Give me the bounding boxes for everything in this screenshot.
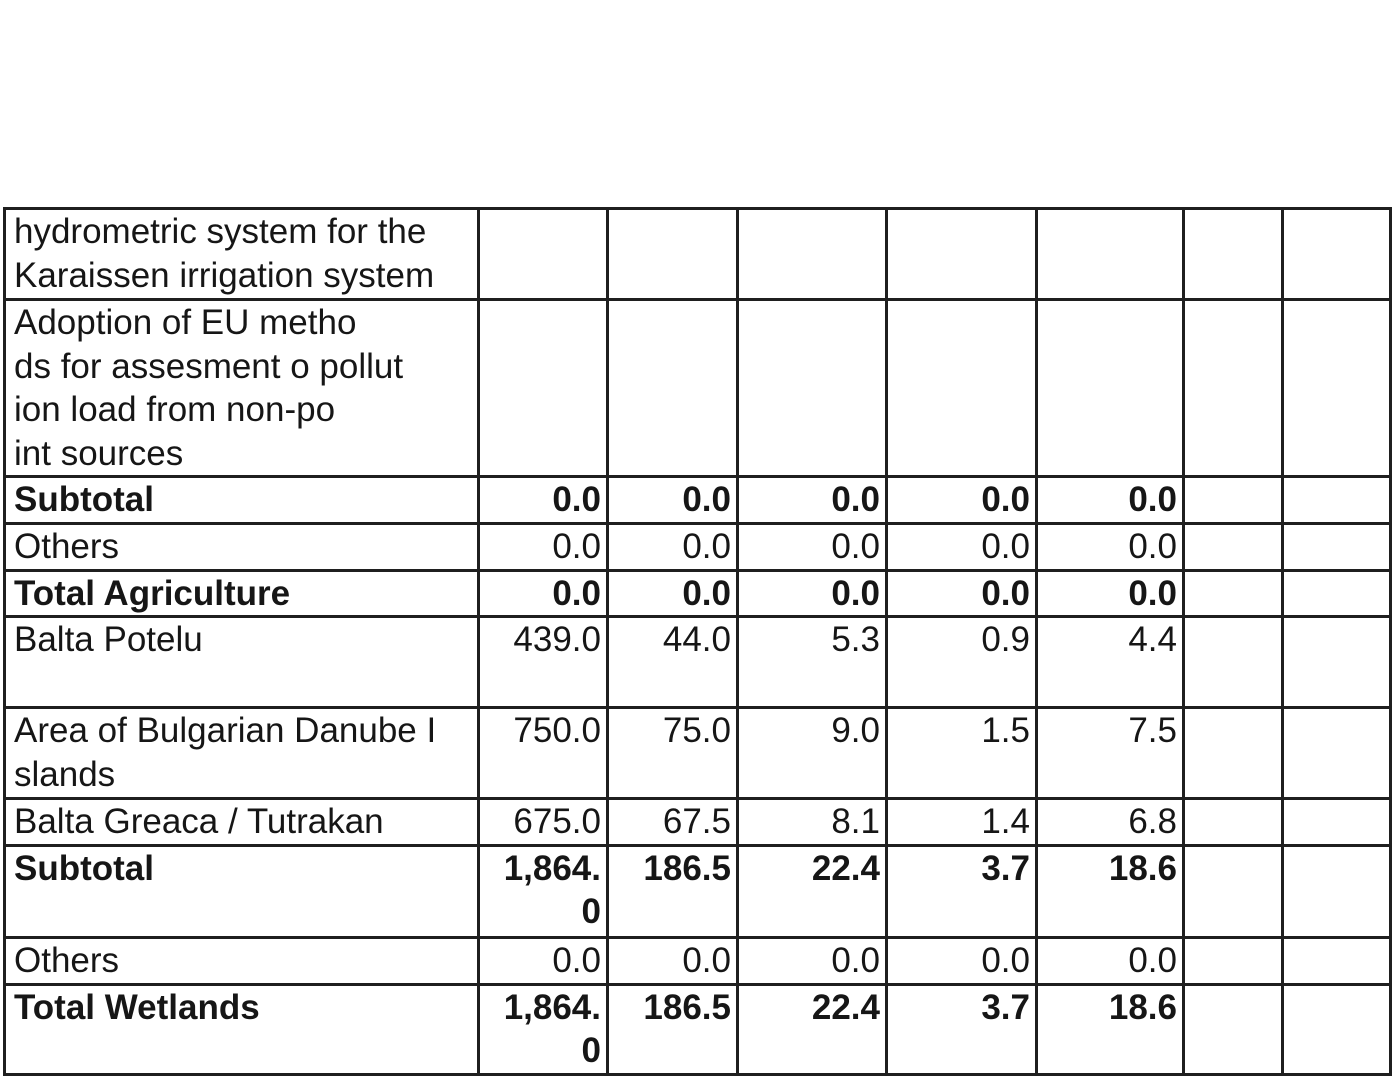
row-label: Balta Potelu [5, 617, 479, 708]
value-cell: 0.0 [1037, 523, 1184, 570]
value-cell: 44.0 [608, 617, 738, 708]
table-row [5, 617, 1391, 708]
value-cell: 0.0 [1037, 937, 1184, 984]
value-cell [479, 300, 608, 477]
value-cell: 186.5 [608, 984, 738, 1074]
value-cell: 0.0 [608, 523, 738, 570]
value-cell: 67.5 [608, 799, 738, 846]
table-row [5, 209, 1391, 300]
empty-cell [1283, 523, 1391, 570]
value-cell [887, 209, 1037, 300]
budget-table [3, 207, 1392, 1076]
empty-cell [1184, 477, 1283, 524]
empty-cell [1184, 523, 1283, 570]
value-cell: 0.0 [608, 477, 738, 524]
value-cell: 1,864. 0 [479, 984, 608, 1074]
value-cell: 0.0 [608, 937, 738, 984]
value-cell: 22.4 [738, 984, 887, 1074]
value-cell: 9.0 [738, 708, 887, 799]
value-cell [1037, 209, 1184, 300]
value-cell: 18.6 [1037, 984, 1184, 1074]
table-row [5, 984, 1391, 1074]
value-cell: 0.0 [608, 570, 738, 617]
value-cell: 0.0 [887, 477, 1037, 524]
value-cell: 0.0 [479, 477, 608, 524]
row-label: hydrometric system for the Karaissen irrigation system [5, 209, 479, 300]
empty-cell [1283, 209, 1391, 300]
value-cell: 0.0 [887, 523, 1037, 570]
empty-cell [1184, 937, 1283, 984]
empty-cell [1184, 799, 1283, 846]
row-label: Total Agriculture [5, 570, 479, 617]
empty-cell [1283, 799, 1391, 846]
row-label: Area of Bulgarian Danube I slands [5, 708, 479, 799]
empty-cell [1184, 708, 1283, 799]
value-cell: 1.4 [887, 799, 1037, 846]
empty-cell [1184, 300, 1283, 477]
empty-cell [1184, 845, 1283, 937]
empty-cell [1283, 477, 1391, 524]
value-cell [738, 209, 887, 300]
value-cell: 8.1 [738, 799, 887, 846]
value-cell: 0.0 [479, 523, 608, 570]
table-row [5, 477, 1391, 524]
value-cell: 0.0 [479, 570, 608, 617]
empty-cell [1184, 209, 1283, 300]
value-cell: 0.0 [738, 523, 887, 570]
table-row [5, 937, 1391, 984]
value-cell: 0.0 [738, 570, 887, 617]
value-cell [608, 300, 738, 477]
table-row [5, 523, 1391, 570]
value-cell: 18.6 [1037, 845, 1184, 937]
row-label: Others [5, 937, 479, 984]
empty-cell [1184, 984, 1283, 1074]
value-cell: 0.0 [738, 937, 887, 984]
value-cell: 22.4 [738, 845, 887, 937]
empty-cell [1283, 617, 1391, 708]
row-label: Subtotal [5, 477, 479, 524]
row-label: Total Wetlands [5, 984, 479, 1074]
row-label: Subtotal [5, 845, 479, 937]
value-cell: 0.0 [738, 477, 887, 524]
value-cell: 0.0 [887, 937, 1037, 984]
empty-cell [1184, 617, 1283, 708]
empty-cell [1283, 984, 1391, 1074]
value-cell: 75.0 [608, 708, 738, 799]
table-row [5, 570, 1391, 617]
empty-cell [1283, 937, 1391, 984]
empty-cell [1184, 570, 1283, 617]
value-cell: 4.4 [1037, 617, 1184, 708]
empty-cell [1283, 570, 1391, 617]
value-cell: 0.9 [887, 617, 1037, 708]
value-cell [738, 300, 887, 477]
empty-cell [1283, 300, 1391, 477]
value-cell: 439.0 [479, 617, 608, 708]
value-cell [479, 209, 608, 300]
row-label: Balta Greaca / Tutrakan [5, 799, 479, 846]
table-row [5, 708, 1391, 799]
value-cell: 1.5 [887, 708, 1037, 799]
value-cell: 6.8 [1037, 799, 1184, 846]
value-cell: 0.0 [1037, 570, 1184, 617]
value-cell: 3.7 [887, 984, 1037, 1074]
value-cell: 750.0 [479, 708, 608, 799]
value-cell: 186.5 [608, 845, 738, 937]
table-body [5, 209, 1391, 1075]
value-cell: 3.7 [887, 845, 1037, 937]
empty-cell [1283, 708, 1391, 799]
value-cell [1037, 300, 1184, 477]
row-label: Others [5, 523, 479, 570]
value-cell: 5.3 [738, 617, 887, 708]
value-cell: 0.0 [887, 570, 1037, 617]
value-cell: 7.5 [1037, 708, 1184, 799]
value-cell [608, 209, 738, 300]
value-cell [887, 300, 1037, 477]
row-label: Adoption of EU metho ds for assesment o pollut ion load from non-po int sources [5, 300, 479, 477]
table-row [5, 300, 1391, 477]
value-cell: 675.0 [479, 799, 608, 846]
value-cell: 1,864. 0 [479, 845, 608, 937]
table-row [5, 799, 1391, 846]
value-cell: 0.0 [479, 937, 608, 984]
table-row [5, 845, 1391, 937]
value-cell: 0.0 [1037, 477, 1184, 524]
empty-cell [1283, 845, 1391, 937]
